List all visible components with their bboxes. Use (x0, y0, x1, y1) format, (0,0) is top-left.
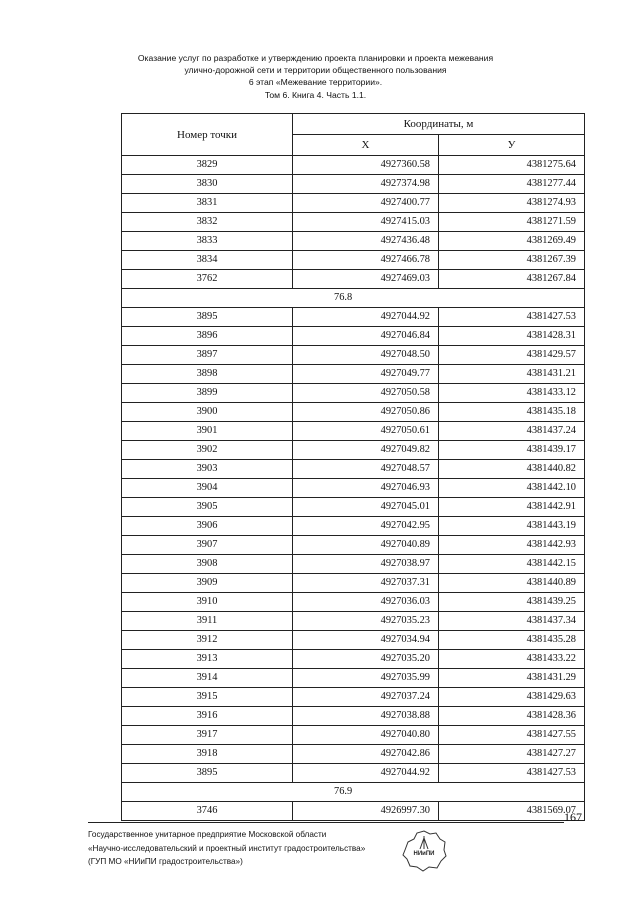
point-number-cell: 3910 (122, 593, 293, 612)
x-coordinate-cell: 4927042.86 (293, 745, 439, 764)
point-number-cell: 3917 (122, 726, 293, 745)
table-row (122, 593, 585, 612)
y-coordinate-cell: 4381431.29 (439, 669, 585, 688)
x-coordinate-cell: 4927040.89 (293, 536, 439, 555)
x-coordinate-cell: 4927036.03 (293, 593, 439, 612)
table-row (122, 517, 585, 536)
x-coordinate-cell: 4927044.92 (293, 764, 439, 783)
table-row (122, 498, 585, 517)
y-coordinate-cell: 4381267.39 (439, 251, 585, 270)
table-row (122, 308, 585, 327)
x-coordinate-cell: 4927046.93 (293, 479, 439, 498)
point-number-cell: 3915 (122, 688, 293, 707)
table-row (122, 669, 585, 688)
table-row (122, 745, 585, 764)
point-number-cell: 3832 (122, 213, 293, 232)
x-coordinate-cell: 4927466.78 (293, 251, 439, 270)
document-header (0, 52, 631, 101)
point-number-cell: 3904 (122, 479, 293, 498)
column-header-point-number: Номер точки (122, 114, 293, 156)
table-body (122, 156, 585, 821)
x-coordinate-cell: 4927050.61 (293, 422, 439, 441)
table-row (122, 156, 585, 175)
x-coordinate-cell: 4927046.84 (293, 327, 439, 346)
x-coordinate-cell: 4927038.88 (293, 707, 439, 726)
niipi-region-logo-icon (399, 824, 449, 874)
y-coordinate-cell: 4381277.44 (439, 175, 585, 194)
table-row (122, 346, 585, 365)
y-coordinate-cell: 4381439.25 (439, 593, 585, 612)
point-number-cell: 3913 (122, 650, 293, 669)
point-number-cell: 3902 (122, 441, 293, 460)
table-row (122, 555, 585, 574)
y-coordinate-cell: 4381271.59 (439, 213, 585, 232)
header-line-3: 6 этап «Межевание территории». (248, 77, 383, 88)
point-number-cell: 3918 (122, 745, 293, 764)
table-row (122, 688, 585, 707)
point-number-cell: 3900 (122, 403, 293, 422)
y-coordinate-cell: 4381443.19 (439, 517, 585, 536)
column-header-x: X (293, 135, 439, 156)
y-coordinate-cell: 4381442.15 (439, 555, 585, 574)
x-coordinate-cell: 4927037.31 (293, 574, 439, 593)
x-coordinate-cell: 4927050.86 (293, 403, 439, 422)
x-coordinate-cell: 4927049.82 (293, 441, 439, 460)
y-coordinate-cell: 4381428.31 (439, 327, 585, 346)
y-coordinate-cell: 4381440.89 (439, 574, 585, 593)
x-coordinate-cell: 4927400.77 (293, 194, 439, 213)
x-coordinate-cell: 4927044.92 (293, 308, 439, 327)
point-number-cell: 3905 (122, 498, 293, 517)
y-coordinate-cell: 4381427.55 (439, 726, 585, 745)
y-coordinate-cell: 4381439.17 (439, 441, 585, 460)
table-row (122, 365, 585, 384)
point-number-cell: 3909 (122, 574, 293, 593)
point-number-cell: 3895 (122, 308, 293, 327)
table-row (122, 536, 585, 555)
point-number-cell: 3906 (122, 517, 293, 536)
point-number-cell: 3830 (122, 175, 293, 194)
y-coordinate-cell: 4381433.12 (439, 384, 585, 403)
footer-line-2: «Научно-исследовательский и проектный институт градостроительства» (88, 843, 366, 853)
y-coordinate-cell: 4381433.22 (439, 650, 585, 669)
point-number-cell: 3907 (122, 536, 293, 555)
x-coordinate-cell: 4927040.80 (293, 726, 439, 745)
table-row (122, 403, 585, 422)
x-coordinate-cell: 4927034.94 (293, 631, 439, 650)
table-row (122, 631, 585, 650)
point-number-cell: 3901 (122, 422, 293, 441)
table-row (122, 460, 585, 479)
x-coordinate-cell: 4927436.48 (293, 232, 439, 251)
point-number-cell: 3831 (122, 194, 293, 213)
table-row (122, 213, 585, 232)
section-label: 76.9 (122, 783, 585, 802)
x-coordinate-cell: 4927048.57 (293, 460, 439, 479)
x-coordinate-cell: 4927049.77 (293, 365, 439, 384)
column-header-y: У (439, 135, 585, 156)
y-coordinate-cell: 4381440.82 (439, 460, 585, 479)
x-coordinate-cell: 4927469.03 (293, 270, 439, 289)
x-coordinate-cell: 4927035.99 (293, 669, 439, 688)
section-label: 76.8 (122, 289, 585, 308)
point-number-cell: 3833 (122, 232, 293, 251)
table-row (122, 574, 585, 593)
table-row (122, 270, 585, 289)
y-coordinate-cell: 4381427.27 (439, 745, 585, 764)
y-coordinate-cell: 4381427.53 (439, 308, 585, 327)
x-coordinate-cell: 4927038.97 (293, 555, 439, 574)
x-coordinate-cell: 4927415.03 (293, 213, 439, 232)
point-number-cell: 3912 (122, 631, 293, 650)
point-number-cell: 3896 (122, 327, 293, 346)
table-row (122, 194, 585, 213)
footer (88, 828, 365, 869)
x-coordinate-cell: 4927050.58 (293, 384, 439, 403)
header-line-1: Оказание услуг по разработке и утверждению проекта планировки и проекта межевания (137, 53, 494, 63)
x-coordinate-cell: 4927048.50 (293, 346, 439, 365)
point-number-cell: 3834 (122, 251, 293, 270)
point-number-cell: 3895 (122, 764, 293, 783)
table-row (122, 327, 585, 346)
table-row (122, 650, 585, 669)
table-row (122, 384, 585, 403)
y-coordinate-cell: 4381569.07 (439, 802, 585, 821)
y-coordinate-cell: 4381427.53 (439, 764, 585, 783)
point-number-cell: 3903 (122, 460, 293, 479)
section-row (122, 783, 585, 802)
header-line-2: улично-дорожной сети и территории общественного пользования (184, 65, 447, 76)
point-number-cell: 3908 (122, 555, 293, 574)
point-number-cell: 3829 (122, 156, 293, 175)
point-number-cell: 3911 (122, 612, 293, 631)
point-number-cell: 3914 (122, 669, 293, 688)
footer-line-1: Государственное унитарное предприятие Московской области (88, 830, 327, 839)
table-row (122, 232, 585, 251)
coordinates-table (121, 113, 585, 821)
x-coordinate-cell: 4926997.30 (293, 802, 439, 821)
logo-text: НИиПИ (413, 851, 435, 857)
y-coordinate-cell: 4381275.64 (439, 156, 585, 175)
x-coordinate-cell: 4927035.20 (293, 650, 439, 669)
x-coordinate-cell: 4927035.23 (293, 612, 439, 631)
footer-line-3: (ГУП МО «НИиПИ градостроительства») (88, 857, 243, 866)
table-row (122, 441, 585, 460)
y-coordinate-cell: 4381437.24 (439, 422, 585, 441)
x-coordinate-cell: 4927037.24 (293, 688, 439, 707)
table-row (122, 422, 585, 441)
x-coordinate-cell: 4927360.58 (293, 156, 439, 175)
point-number-cell: 3898 (122, 365, 293, 384)
point-number-cell: 3762 (122, 270, 293, 289)
y-coordinate-cell: 4381274.93 (439, 194, 585, 213)
point-number-cell: 3899 (122, 384, 293, 403)
y-coordinate-cell: 4381435.18 (439, 403, 585, 422)
point-number-cell: 3746 (122, 802, 293, 821)
x-coordinate-cell: 4927374.98 (293, 175, 439, 194)
table-row (122, 726, 585, 745)
point-number-cell: 3916 (122, 707, 293, 726)
y-coordinate-cell: 4381269.49 (439, 232, 585, 251)
y-coordinate-cell: 4381428.36 (439, 707, 585, 726)
table-row (122, 802, 585, 821)
section-row (122, 289, 585, 308)
y-coordinate-cell: 4381442.10 (439, 479, 585, 498)
table-row (122, 479, 585, 498)
y-coordinate-cell: 4381431.21 (439, 365, 585, 384)
table-row (122, 251, 585, 270)
y-coordinate-cell: 4381442.91 (439, 498, 585, 517)
y-coordinate-cell: 4381437.34 (439, 612, 585, 631)
x-coordinate-cell: 4927042.95 (293, 517, 439, 536)
y-coordinate-cell: 4381429.63 (439, 688, 585, 707)
table-row (122, 175, 585, 194)
point-number-cell: 3897 (122, 346, 293, 365)
x-coordinate-cell: 4927045.01 (293, 498, 439, 517)
page-number: 167 (564, 810, 582, 824)
header-line-4: Том 6. Книга 4. Часть 1.1. (264, 89, 367, 100)
footer-divider (88, 822, 564, 823)
column-header-coordinates: Координаты, м (293, 114, 585, 135)
table-row (122, 764, 585, 783)
table-row (122, 612, 585, 631)
y-coordinate-cell: 4381267.84 (439, 270, 585, 289)
table-row (122, 707, 585, 726)
y-coordinate-cell: 4381435.28 (439, 631, 585, 650)
y-coordinate-cell: 4381442.93 (439, 536, 585, 555)
y-coordinate-cell: 4381429.57 (439, 346, 585, 365)
